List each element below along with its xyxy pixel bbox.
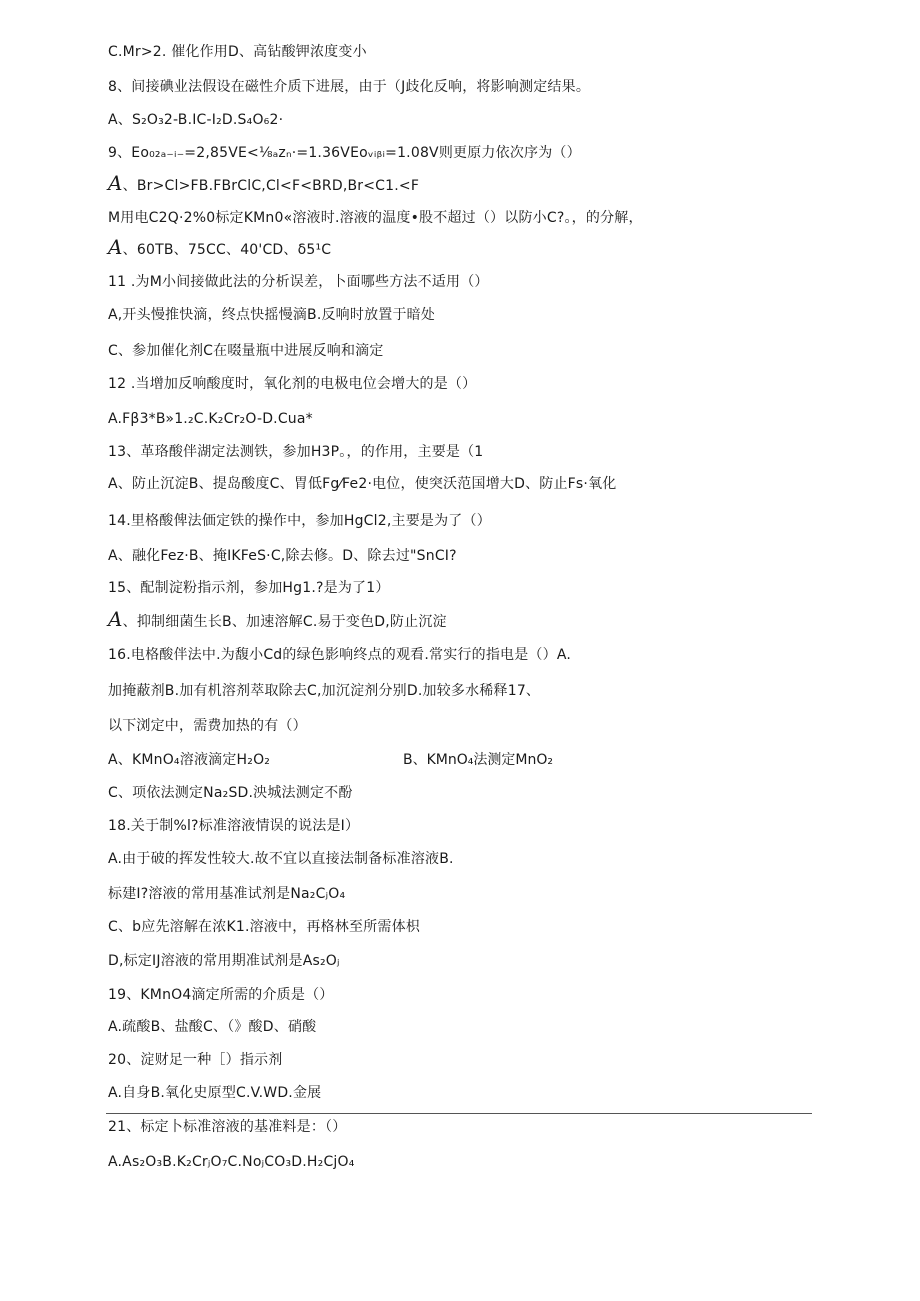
question-11: 11 .为M小间接做此法的分析误差，卜面哪些方法不适用（）	[108, 274, 489, 290]
question-10: M用电C2Q·2%0标定KMn0«溶液时.溶液的温度•股不超过（）以防小C?。，的分解，	[108, 210, 643, 226]
question-15: 15、配制淀粉指示剂，参加Hg1.?是为了1）	[108, 580, 390, 596]
question-14-options: A、融化Fez·B、掩IKFeS·C,除去修。D、除去过"SnCI?	[108, 548, 457, 564]
question-9: 9、Eo₀₂ₐ₋ᵢ₋=2,85VE<⅛ₐzₙ·=1.36VEoᵥᵢᵦᵢ=1.08V则更原力依次序为（）	[108, 145, 581, 161]
option-letter: A	[108, 171, 123, 195]
question-17-option-a: A、KMnO₄溶液滴定H₂O₂	[108, 752, 271, 768]
question-17: 以下浏定中，需费加热的有（）	[108, 718, 307, 734]
question-18-option-c: C、b应先溶解在浓K1.溶液中，再格林至所需体枳	[108, 919, 420, 935]
question-16-options: 加掩蔽剂B.加有机溶剂萃取除去C,加沉淀剂分别D.加较多水稀释17、	[108, 683, 541, 699]
question-15-options	[108, 609, 447, 632]
question-8: 8、间接碘业法假设在磁性介质下进展，由于（J歧化反响，将影响测定结果。	[108, 79, 591, 95]
question-18-option-b: 标建I?溶液的常用基准试剂是Na₂CⱼO₄	[108, 886, 346, 902]
question-18: 18.关于制%l?标准溶液情误的说法是I）	[108, 818, 360, 834]
question-16: 16.电格酸伴法中.为馥小Cd的绿色影响终点的观看.常实行的指电是（）A.	[108, 647, 572, 663]
question-20: 20、淀财足一种［）指示剂	[108, 1052, 283, 1068]
question-13-options: A、防止沉淀B、提岛酸度C、胃低Fg⁄Fe2·电位，使突沃范国增大D、防止Fs·氧化	[108, 476, 617, 492]
question-8-options: A、S₂O₃2-B.IC-I₂D.S₄O₆2·	[108, 112, 284, 128]
option-letter: A	[108, 607, 123, 631]
question-10-options	[108, 237, 331, 260]
question-12: 12 .当增加反响酸度时，氧化剂的电极电位会增大的是（）	[108, 376, 477, 392]
question-19-options: A.疏酸B、盐酸C、（》酸D、硝酸	[108, 1019, 317, 1035]
question-12-options: A.Fβ3*B»1.₂C.K₂Cr₂O-D.Cua*	[108, 411, 313, 427]
option-text: 、抑制细菌生长B、加速溶解C.易于变色D,防止沉淀	[122, 614, 447, 630]
option-text: 、Br>Cl>FB.FBrClC,Cl<F<BRD,Br<C1.<F	[122, 178, 420, 194]
option-text: 、60TB、75CC、40'CD、δ5¹C	[122, 242, 332, 258]
text-line: C.Mr>2. 催化作用D、高钻酸钾浓度变小	[108, 44, 367, 60]
question-17-option-b: B、KMnO₄法测定MnO₂	[403, 752, 553, 768]
question-18-option-a: A.由于破的挥发性较大.故不宜以直接法制备标准溶液B.	[108, 851, 454, 867]
question-9-options	[108, 173, 419, 196]
question-20-options: A.自身B.氧化史原型C.V.WD.金展	[108, 1085, 322, 1101]
question-17-options-cd: C、项依法测定Na₂SD.泱城法测定不酚	[108, 785, 353, 801]
question-13: 13、革珞酸伴湖定法测铁，参加H3P。，的作用，主要是（1	[108, 444, 484, 460]
question-19: 19、KMnO4滴定所需的介质是（）	[108, 987, 334, 1003]
horizontal-divider	[106, 1113, 812, 1114]
question-18-option-d: D,标定IJ溶液的常用期准试剂是As₂Oⱼ	[108, 953, 340, 969]
question-21-options: A.As₂O₃B.K₂CrⱼO₇C.NoⱼCO₃D.H₂CjO₄	[108, 1154, 355, 1170]
question-11-options-c: C、参加催化剂C在啜量瓶中进展反响和滴定	[108, 343, 384, 359]
question-21: 21、标定卜标准溶液的基准料是：（）	[108, 1119, 347, 1135]
question-11-options-a: A,开头慢推快滴，终点快摇慢滴B.反响时放置于暗处	[108, 307, 436, 323]
option-letter: A	[108, 235, 123, 259]
question-14: 14.里格酸俾法価定铁的操作中，参加HgCl2,主要是为了（）	[108, 513, 491, 529]
